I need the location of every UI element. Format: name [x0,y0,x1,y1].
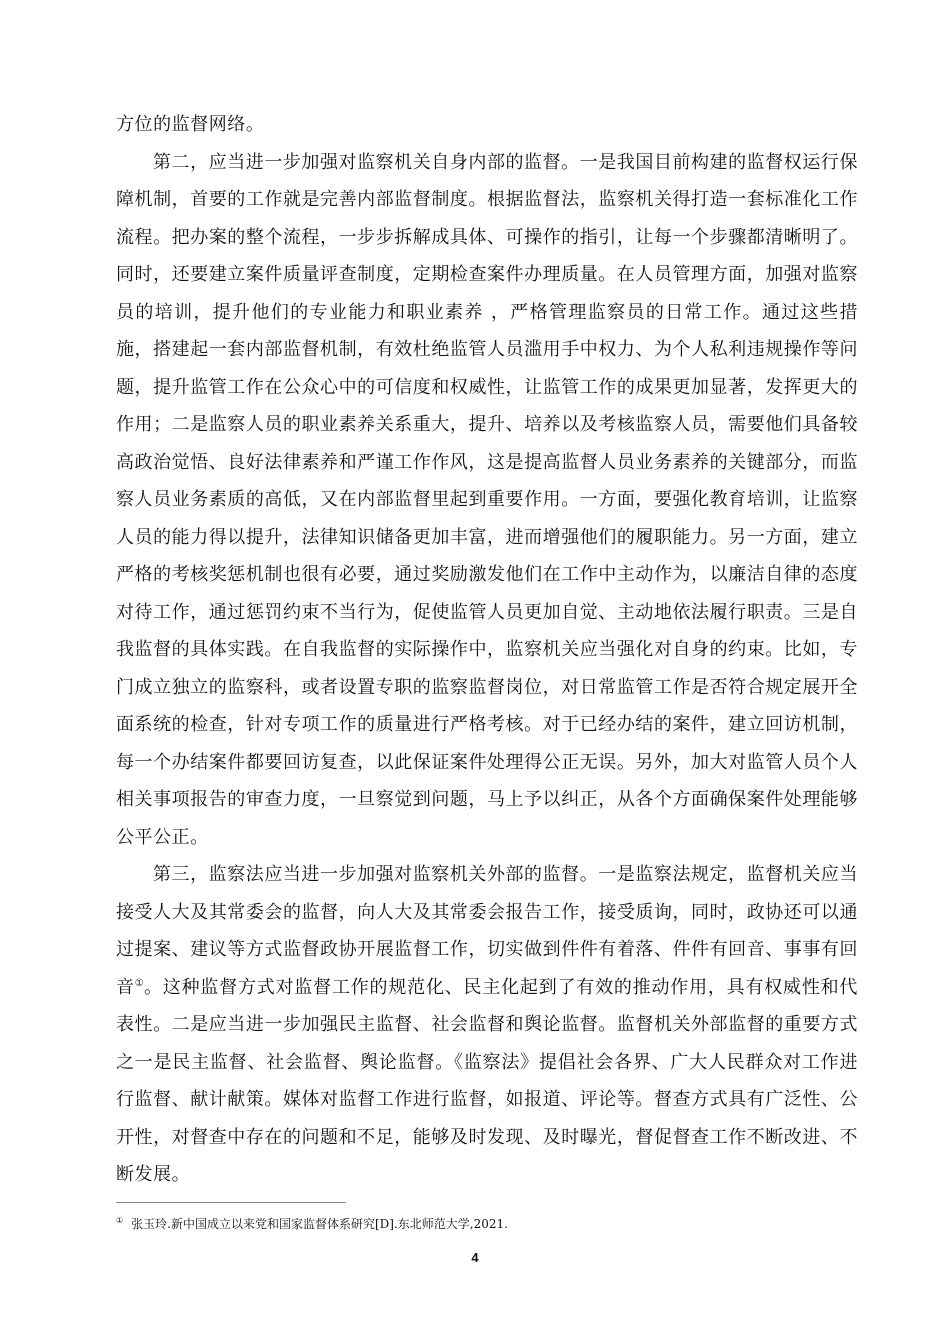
body-text [116,106,858,1194]
paragraph-second-point: 第二，应当进一步加强对监察机关自身内部的监督。一是我国目前构建的监督权运行保障机制，首要的工作就是完善内部监督制度。根据监督法，监察机关得打造一套标准化工作流程。把办案的整个流程，一步步拆解成具体、可操作的指引，让每一个步骤都清晰明了。同时，还要建立案件质量评查制度，定期检查案件办理质量。在人员管理方面，加强对监察员的培训，提升他们的专业能力和职业素养 ，严格管理监察员的日常工作。通过这些措施，搭建起一套内部监督机制，有效杜绝监管人员滥用手中权力、为个人私利违规操作等问题，提升监管工作在公众心中的可信度和权威性，让监管工作的成果更加显著，发挥更大的作用；二是监察人员的职业素养关系重大，提升、培养以及考核监察人员，需要他们具备较高政治觉悟、良好法律素养和严谨工作作风，这是提高监督人员业务素养的关键部分，而监察人员业务素质的高低，又在内部监督里起到重要作用。一方面，要强化教育培训，让监察人员的能力得以提升，法律知识储备更加丰富，进而增强他们的履职能力。另一方面，建立严格的考核奖惩机制也很有必要，通过奖励激发他们在工作中主动作为，以廉洁自律的态度对待工作，通过惩罚约束不当行为，促使监管人员更加自觉、主动地依法履行职责。三是自我监督的具体实践。在自我监督的实际操作中，监察机关应当强化对自身的约束。比如，专门成立独立的监察科，或者设置专职的监察监督岗位，对日常监管工作是否符合规定展开全面系统的检查，针对专项工作的质量进行严格考核。对于已经办结的案件，建立回访机制，每一个办结案件都要回访复查，以此保证案件处理得公正无误。另外，加大对监管人员个人相关事项报告的审查力度，一旦察觉到问题，马上予以纠正，从各个方面确保案件处理能够公平公正。 [116,151,858,848]
footnote-reference[interactable]: ① [134,977,145,989]
paragraph-third-text-a: 第三，监察法应当进一步加强对监察机关外部的监督。一是监察法规定，监督机关应当接受人大及其常委会的监督，向人大及其常委会报告工作，接受质询，同时，政协还可以通过提案、建议等方式监督政协开展监督工作，切实做到件件有着落、件件有回音、事事有回音 [116,864,858,998]
paragraph-continuation: 方位的监督网络。 [116,114,265,135]
footnote [116,1212,858,1233]
paragraph-third-point [116,856,858,1194]
paragraph-third-text-b: 。这种监督方式对监督工作的规范化、民主化起到了有效的推动作用，具有权威性和代表性。二是应当进一步加强民主监督、社会监督和舆论监督。监督机关外部监督的重要方式之一是民主监督、社会监督、舆论监督。《监察法》提倡社会各界、广大人民群众对工作进行监督、献计献策。媒体对监督工作进行监督，如报道、评论等。督查方式具有广泛性、公开性，对督查中存在的问题和不足，能够及时发现、及时曝光，督促督查工作不断改进、不断发展。 [116,976,858,1185]
footnote-divider [116,1202,346,1203]
footnote-mark: ① [116,1216,124,1225]
footnote-text: 张玉玲.新中国成立以来党和国家监督体系研究[D].东北师范大学,2021. [131,1217,508,1231]
page-number: 4 [471,1250,479,1265]
